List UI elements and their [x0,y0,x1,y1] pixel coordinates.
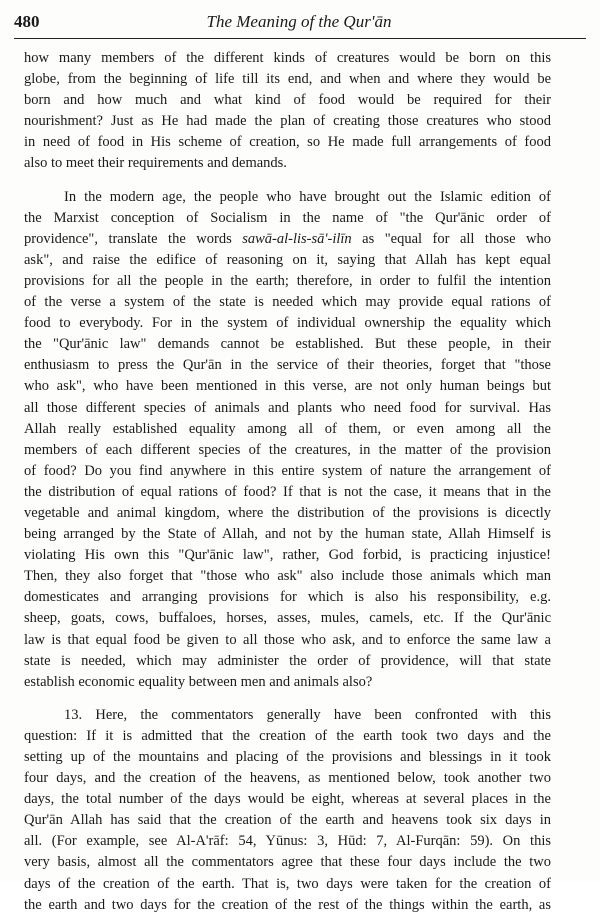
text-line: being arranged by the State of Allah, and not by the human state, Allah Himself is [24,526,551,543]
text-line: four days, and the creation of the heavens, as mentioned below, took another two [24,770,551,787]
text-line: violating His own this "Qur'ānic law", rather, God forbid, is practicing injustice! [24,547,551,564]
text-line: the earth and two days for the creation of the rest of the things within the earth, as [24,896,551,913]
text-line: the Marxist conception of Socialism in the name of "the Qur'ānic order of [24,209,551,226]
text-line: ask", and raise the edifice of reasoning on it, saying that Allah has kept equal [24,251,551,268]
text-line: the "Qur'ānic law" demands cannot be established. But these people, in their [24,336,551,353]
text-line: born and how much and what kind of food would be required for their [24,92,551,109]
text-line: establish economic equality between men and animals also? [24,673,373,690]
text-line: of the verse a system of the state is needed which may provide equal rations of [24,294,551,311]
text-line: food to everybody. For in the system of individual ownership the equality which [24,315,551,332]
text-line: Qur'ān Allah has said that the creation of the earth and heavens took six days in [24,812,551,829]
text-line: of food? Do you find anywhere in this entire system of nature the arrangement of [24,462,551,479]
running-title: The Meaning of the Qur'ān [206,12,392,31]
text-line: enthusiasm to press the Qur'ān in the service of their theories, forget that "those [24,357,551,374]
text-line: state is needed, which may administer the order of providence, will that state [24,652,551,669]
text-line: in need of food in His scheme of creation, so He made full arrangements of food [24,134,551,151]
text-line: all. (For example, see Al-A'rāf: 54, Yūnus: 3, Hūd: 7, Al-Furqān: 59). On this [24,833,551,850]
text-line: domesticates and arranging provisions for which is also his responsibility, e.g. [24,589,551,606]
transliteration: sawā-al-lis-sā'-ilīn [242,230,352,247]
text-line: question: If it is admitted that the creation of the earth took two days and the [24,727,551,744]
text-run: as "equal for all those who [362,230,552,247]
body-text [24,48,551,916]
header-rule [14,38,586,39]
paragraph-continuation [24,48,551,175]
text-line: days, the total number of the days would be eight, whereas at several places in the [24,791,551,808]
text-line: members of each different species of the creatures, in the matter of the provision [24,441,551,458]
paragraph-modern-age [24,187,551,693]
paragraph-note-13 [24,705,551,916]
text-line: very basis, almost all the commentators agree that these four days include the two [24,854,551,871]
text-run: providence", translate the words [24,230,232,247]
text-line: nourishment? Just as He had made the plan of creating those creatures who stood [24,113,551,130]
text-line: all those different species of animals and plants who need food for survival. Has [24,399,551,416]
text-line: 13. Here, the commentators generally have been confronted with this [64,706,551,723]
text-line: setting up of the mountains and placing of the provisions and blessings in it took [24,749,551,765]
text-line: vegetable and animal kingdom, where the distribution of the provisions is dicectly [24,504,551,521]
text-line: how many members of the different kinds of creatures would be born on this [24,50,551,66]
text-line: In the modern age, the people who have brought out the Islamic edition of [64,188,551,205]
text-line: provisions for all the people in the earth; therefore, in order to fulfil the intention [24,272,551,289]
page-header [14,12,584,36]
page-number: 480 [14,12,40,31]
text-line: Allah really established equality among all of them, or even among all the [24,420,551,437]
text-line: who ask", who have been mentioned in this verse, are not only human beings but [24,378,551,395]
text-line: globe, from the beginning of life till its end, and when and where they would be [24,71,551,88]
text-line-mixed [24,229,551,250]
text-line: law is that equal food be given to all those who ask, and to enforce the same law a [24,631,551,648]
text-line: Then, they also forget that "those who ask" also include those animals which man [24,568,551,585]
text-line: the distribution of equal rations of food? If that is not the case, it means that in the [24,483,551,500]
text-line: also to meet their requirements and demands. [24,155,287,172]
text-line: days of the creation of the earth. That is, two days were taken for the creation of [24,875,551,892]
text-line: sheep, goats, cows, buffaloes, horses, asses, mules, camels, etc. If the Qur'ānic [24,610,551,627]
